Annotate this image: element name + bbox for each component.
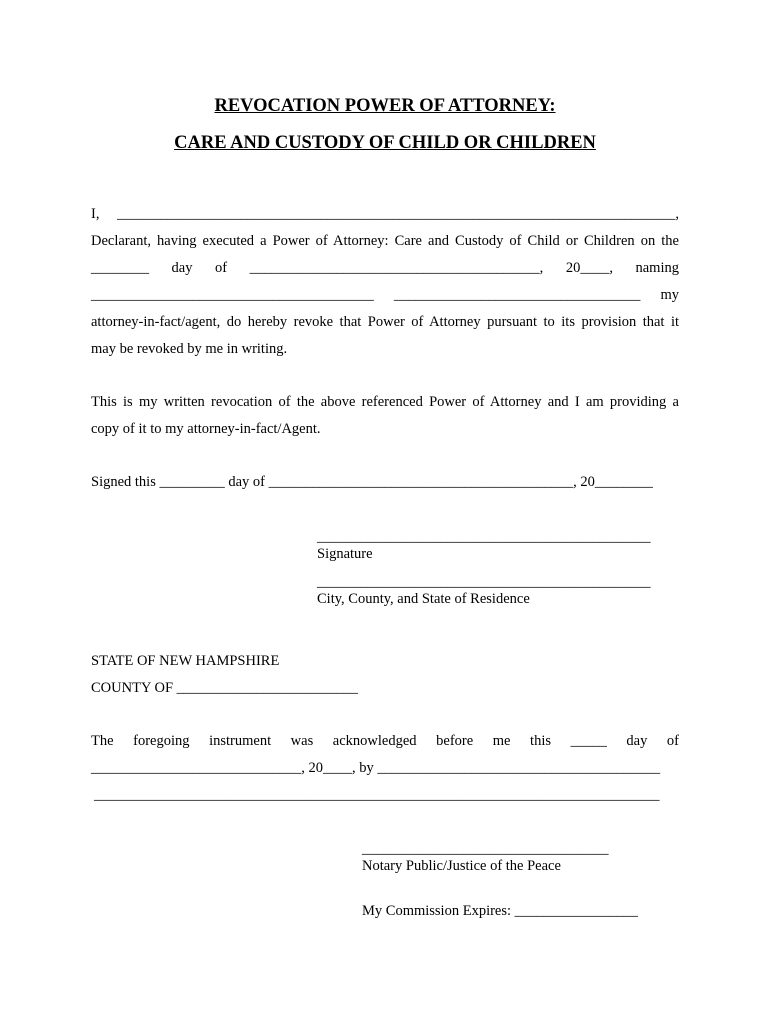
declarant-line: I, _____________________________________________________________________________, [91,206,679,222]
acknowledgment-line: _____________________________, 20____, by _______________________________________ [91,760,661,776]
attorney-name-line: _______________________________________ __________________________________ my [91,287,679,303]
paragraph-line: Declarant, having executed a Power of Attorney: Care and Custody of Child or Children on the [91,233,679,249]
acknowledgment-line: The foregoing instrument was acknowledged before me this _____ day of [91,733,679,749]
paragraph-line: may be revoked by me in writing. [91,341,288,357]
county-line: COUNTY OF _________________________ [91,680,358,696]
paragraph-line: This is my written revocation of the above referenced Power of Attorney and I am providing a [91,394,679,410]
state-heading: STATE OF NEW HAMPSHIRE [91,653,280,669]
notary-rule: __________________________________ [362,841,609,857]
paragraph-line: copy of it to my attorney-in-fact/Agent. [91,421,321,437]
acknowledgment-line: ______________________________________________________________________________ [94,787,660,803]
paragraph-line: attorney-in-fact/agent, do hereby revoke that Power of Attorney pursuant to its provision that it [91,314,679,330]
document-subtitle: CARE AND CUSTODY OF CHILD OR CHILDREN [174,133,596,153]
signed-date-line: Signed this _________ day of __________________________________________, 20________ [91,474,653,490]
execution-date-line: ________ day of ________________________________________, 20____, naming [91,260,679,276]
notary-label: Notary Public/Justice of the Peace [362,858,561,874]
residence-rule: ______________________________________________ [317,574,651,590]
residence-label: City, County, and State of Residence [317,591,530,607]
signature-label: Signature [317,546,373,562]
signature-rule: ______________________________________________ [317,529,651,545]
commission-expires-line: My Commission Expires: _________________ [362,903,638,919]
document-title: REVOCATION POWER OF ATTORNEY: [214,96,556,116]
